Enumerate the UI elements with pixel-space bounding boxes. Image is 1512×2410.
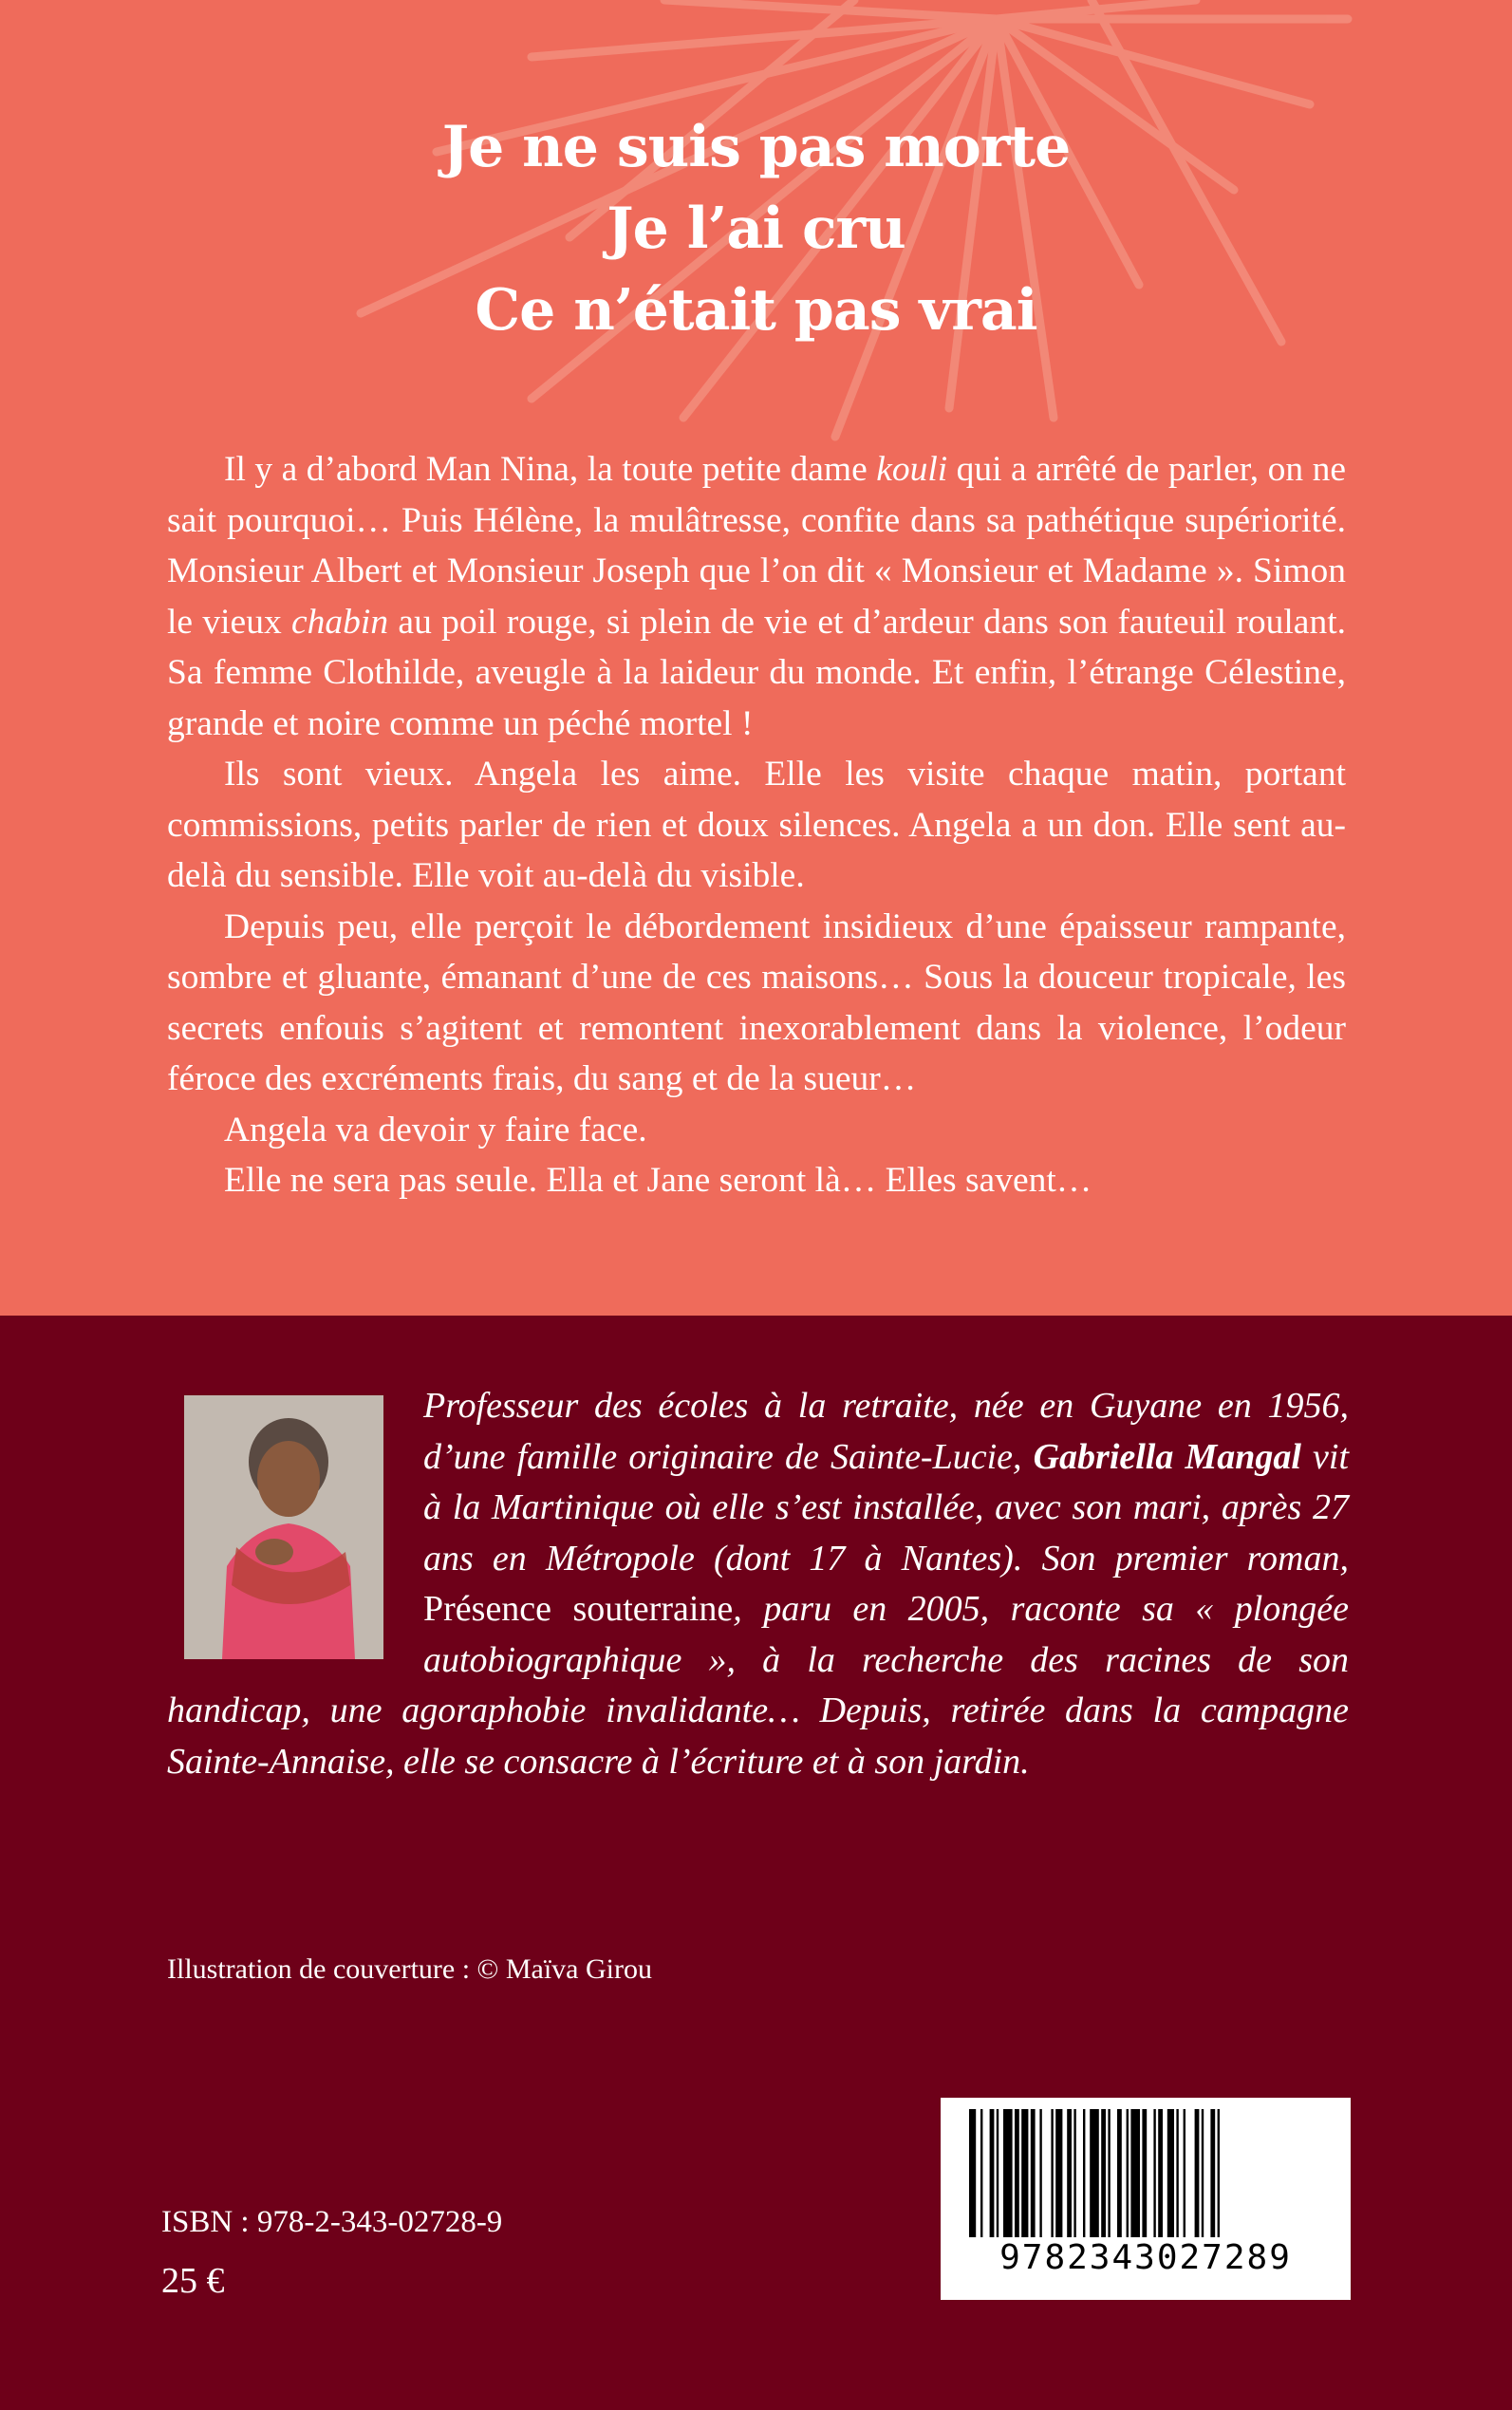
barcode-bar	[1039, 2109, 1041, 2237]
barcode-bar	[1003, 2109, 1013, 2237]
barcode-bar	[1195, 2109, 1200, 2237]
synopsis-paragraph-4: Angela va devoir y faire face.	[224, 1110, 647, 1149]
price: 25 €	[161, 2261, 225, 2301]
barcode-bar	[1083, 2109, 1085, 2237]
book-title	[0, 106, 1512, 351]
barcode-number: 9782343027289	[999, 2238, 1292, 2277]
barcode-bar	[1142, 2109, 1147, 2237]
author-biography: Professeur des écoles à la retraite, née en Guyane en 1956, d’une famille originaire de Sainte-Lucie, Gabriella Mangal vit à la Martinique où elle s’est installée, avec son mari, après 27 ans en Métropole (dont 17 à Nantes). Son premier roman, Présence souterraine, paru en 2005, raconte sa « plongée autobiographique », à la recherche des racines de son handicap, une agoraphobie invalidante… Depuis, retirée dans la campagne Sainte-Annaise, elle se consacre à l’écriture et à son jardin.	[167, 1386, 1350, 1782]
barcode-bar	[1108, 2109, 1110, 2237]
barcode-bar	[1153, 2109, 1155, 2237]
barcode-bar	[1073, 2109, 1075, 2237]
barcode-bar	[1031, 2109, 1036, 2237]
barcode-bar	[1067, 2109, 1072, 2237]
title-line-3: Ce n’était pas vrai	[475, 277, 1037, 344]
barcode-bar	[1015, 2109, 1019, 2237]
barcode-bar	[1202, 2109, 1204, 2237]
barcode-bar	[1090, 2109, 1099, 2237]
barcode-bar	[1184, 2109, 1185, 2237]
barcode-bar	[1158, 2109, 1163, 2237]
barcode-bar	[1021, 2109, 1028, 2237]
author-name: Gabriella Mangal	[1033, 1436, 1301, 1477]
barcode-bar	[1127, 2109, 1129, 2237]
barcode-bar	[1117, 2109, 1122, 2237]
synopsis-paragraph-5: Elle ne sera pas seule. Ella et Jane seront là… Elles savent…	[224, 1161, 1092, 1200]
barcode-bar	[1210, 2109, 1215, 2237]
barcode-bar	[1051, 2109, 1053, 2237]
barcode-bar	[1218, 2109, 1220, 2237]
barcode-bar	[1101, 2109, 1106, 2237]
title-line-2: Je l’ai cru	[607, 196, 905, 262]
author-photo	[184, 1395, 383, 1659]
barcode-bar	[990, 2109, 995, 2237]
barcode-bars	[941, 2098, 1351, 2240]
isbn: ISBN : 978-2-343-02728-9	[161, 2205, 503, 2239]
barcode-bar	[1176, 2109, 1178, 2237]
barcode	[941, 2098, 1351, 2300]
barcode-bar	[997, 2109, 999, 2237]
synopsis-paragraph-3: Depuis peu, elle perçoit le débordement insidieux d’une épaisseur rampante, sombre et gluante, émanant d’une de ces maisons… Sous la douceur tropicale, les secrets enfouis s’agitent et remontent inexorablement dans la violence, l’odeur féroce des excréments frais, du sang et de la sueur…	[167, 906, 1346, 1098]
synopsis-paragraph-1: Il y a d’abord Man Nina, la toute petite dame kouli qui a arrêté de parler, on ne sait pourquoi… Puis Hélène, la mulâtresse, confite dans sa pathétique supériorité. Monsieur Albert et Monsieur Joseph que l’on dit « Monsieur et Madame ». Simon le vieux chabin au poil rouge, si plein de vie et d’ardeur dans son fauteuil roulant. Sa femme Clothilde, aveugle à la laideur du monde. Et enfin, l’étrange Célestine, grande et noire comme un péché mortel !	[167, 450, 1346, 743]
synopsis-paragraph-2: Ils sont vieux. Angela les aime. Elle les visite chaque matin, portant commissions, petits parler de rien et doux silences. Angela a un don. Elle sent au-delà du sensible. Elle voit au-delà du visible.	[167, 755, 1346, 895]
barcode-bar	[980, 2109, 982, 2237]
synopsis	[167, 444, 1346, 1206]
barcode-bar	[1055, 2109, 1062, 2237]
barcode-bar	[1130, 2109, 1140, 2237]
title-line-1: Je ne suis pas morte	[441, 114, 1071, 180]
book-reference: Présence souterraine	[423, 1589, 734, 1629]
cover-illustration-credit: Illustration de couverture : © Maïva Girou	[167, 1953, 652, 1985]
barcode-bar	[1167, 2109, 1174, 2237]
barcode-bar	[969, 2109, 976, 2237]
